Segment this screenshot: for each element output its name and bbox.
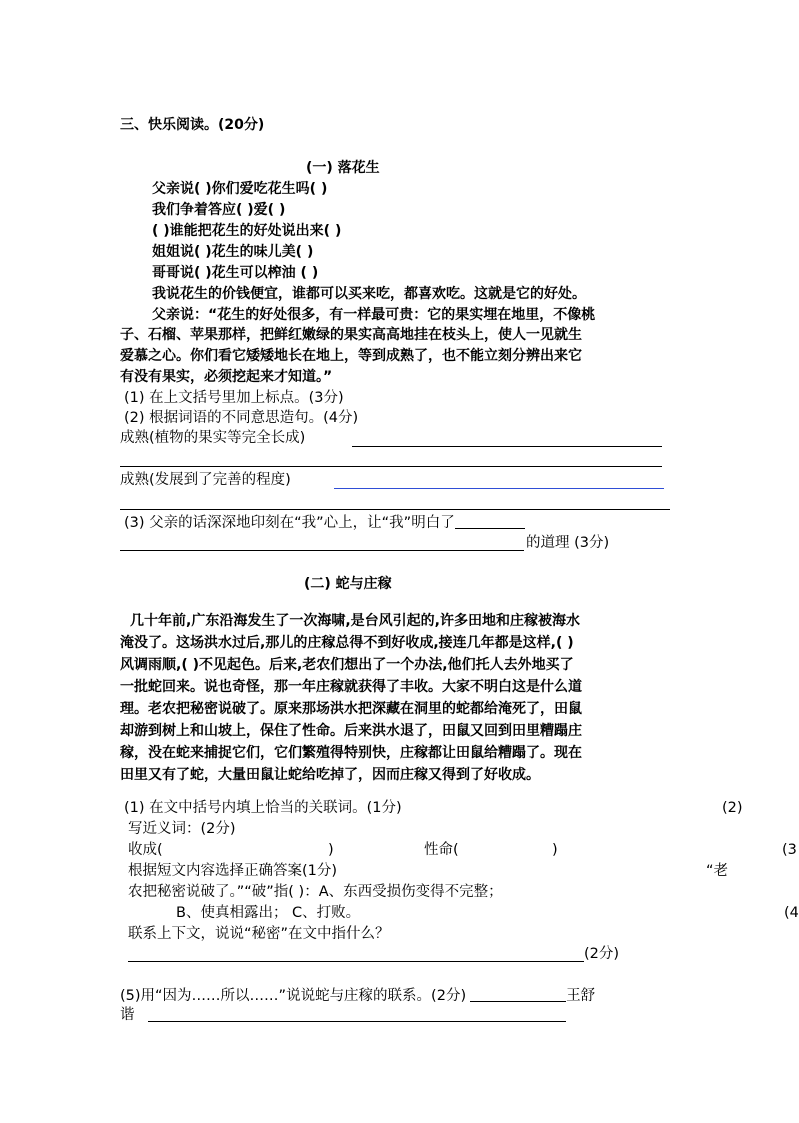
- p1-question-2: (2) 根据词语的不同意思造句。(4分): [124, 410, 359, 426]
- answer-blank[interactable]: [470, 987, 566, 1002]
- p1-q3-tail: 的道理 (3分): [526, 535, 610, 551]
- p2-question-2: 写近义词：(2分): [128, 821, 236, 837]
- synonym-label-1: 收成(: [128, 842, 163, 858]
- answer-line[interactable]: [120, 466, 662, 467]
- p1-q2-item-b: 成熟(发展到了完善的程度): [120, 472, 291, 488]
- passage1-line: 父亲说( )你们爱吃花生吗( ): [152, 181, 328, 197]
- p2-q3-line: 农把秘密说破了。”“破”指( )：A、东西受损伤变得不完整；: [128, 884, 503, 900]
- p2-q3-quote-start: “老: [706, 863, 729, 879]
- passage1-line: 我们争着答应( )爱( ): [152, 202, 286, 218]
- p2-question-1: (1) 在文中括号内填上恰当的关联词。(1分): [124, 800, 402, 816]
- passage1-line: 哥哥说( )花生可以榨油 ( ): [152, 265, 319, 281]
- passage2-line: 几十年前,广东沿海发生了一次海啸,是台风引起的,许多田地和庄稼被海水: [130, 613, 580, 629]
- answer-line[interactable]: [120, 509, 670, 510]
- passage2-line: 理。老农把秘密说破了。原来那场洪水把深藏在洞里的蛇都给淹死了，田鼠: [120, 701, 582, 717]
- passage1-line: 子、石榴、苹果那样，把鲜红嫩绿的果实高高地挂在枝头上，使人一见就生: [120, 327, 582, 343]
- passage1-line: 爱慕之心。你们看它矮矮地长在地上，等到成熟了，也不能立刻分辨出来它: [120, 348, 582, 364]
- p1-question-3: [124, 514, 525, 531]
- p2-q4-score: (2分): [584, 946, 620, 962]
- p2-question-3-number: (3: [782, 842, 797, 858]
- passage1-line: 有没有果实，必须挖起来才知道。”: [120, 369, 333, 385]
- p2-q5-tail: 谐: [120, 1007, 135, 1023]
- p2-q3-options: B、使真相露出； C、打败。: [176, 905, 361, 921]
- p2-question-3: 根据短文内容选择正确答案(1分): [128, 863, 338, 879]
- synonym-close-1: ): [328, 842, 334, 858]
- answer-line[interactable]: [334, 488, 664, 489]
- answer-line[interactable]: [148, 1021, 566, 1022]
- passage1-line: ( )谁能把花生的好处说出来( ): [152, 223, 342, 239]
- synonym-label-2: 性命(: [424, 842, 459, 858]
- answer-blank[interactable]: [455, 514, 525, 529]
- passage1-line: 姐姐说( )花生的味儿美( ): [152, 244, 314, 260]
- p2-question-2-number: (2): [722, 800, 743, 816]
- passage2-line: 风调雨顺,( )不见起色。后来,老农们想出了一个办法,他们托人去外地买了: [120, 657, 574, 673]
- answer-line[interactable]: [128, 961, 584, 962]
- passage2-title: (二) 蛇与庄稼: [304, 576, 392, 592]
- passage2-line: 一批蛇回来。说也奇怪，那一年庄稼就获得了丰收。大家不明白这是什么道: [120, 679, 582, 695]
- section-header: 三、快乐阅读。(20分): [120, 117, 265, 133]
- p1-q2-item-a: 成熟(植物的果实等完全长成): [120, 430, 306, 446]
- p2-question-5: [120, 987, 595, 1004]
- passage1-title: (一) 落花生: [306, 160, 380, 176]
- p1-q3-text: (3) 父亲的话深深地印刻在“我”心上，让“我”明白了: [124, 515, 455, 531]
- p2-question-4-number: (4: [784, 905, 799, 921]
- passage2-line: 田里又有了蛇，大量田鼠让蛇给吃掉了，因而庄稼又得到了好收成。: [120, 767, 540, 783]
- author-name: 王舒: [566, 988, 596, 1004]
- passage1-line: 父亲说：“花生的好处很多，有一样最可贵：它的果实埋在地里，不像桃: [152, 307, 596, 323]
- passage2-line: 淹没了。这场洪水过后,那儿的庄稼总得不到好收成,接连几年都是这样,( ): [120, 635, 574, 651]
- p1-question-1: (1) 在上文括号里加上标点。(3分): [124, 390, 344, 406]
- passage1-line: 我说花生的价钱便宜，谁都可以买来吃，都喜欢吃。这就是它的好处。: [152, 286, 586, 302]
- answer-line[interactable]: [352, 446, 662, 447]
- p2-question-4: 联系上下文，说说“秘密”在文中指什么？: [128, 926, 390, 942]
- synonym-close-2: ): [552, 842, 558, 858]
- passage2-line: 稼，没在蛇来捕捉它们，它们繁殖得特别快，庄稼都让田鼠给糟蹋了。现在: [120, 745, 582, 761]
- answer-line[interactable]: [120, 550, 524, 551]
- passage2-line: 却游到树上和山坡上，保住了性命。后来洪水退了，田鼠又回到田里糟蹋庄: [120, 723, 582, 739]
- p2-q5-text: (5)用“因为……所以……”说说蛇与庄稼的联系。(2分): [120, 988, 467, 1004]
